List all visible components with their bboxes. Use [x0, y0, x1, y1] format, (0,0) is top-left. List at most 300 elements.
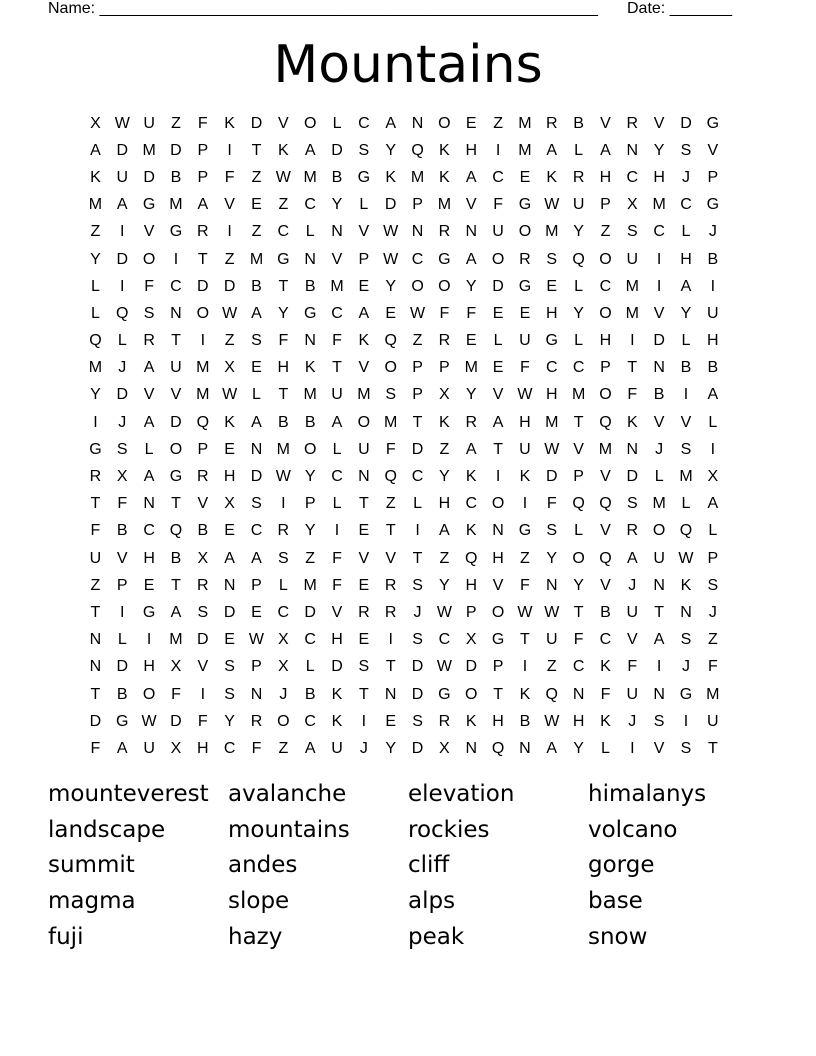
grid-letter: E — [519, 304, 531, 322]
grid-letter: Y — [573, 739, 584, 757]
grid-letter: A — [600, 141, 611, 159]
grid-letter: I — [173, 250, 179, 268]
grid-letter: B — [170, 168, 182, 186]
grid-letter: A — [439, 522, 450, 540]
grid-letter: C — [438, 631, 451, 649]
grid-letter: V — [170, 386, 182, 404]
grid-letter: U — [331, 386, 343, 404]
grid-letter: Z — [520, 549, 530, 567]
grid-letter: O — [142, 685, 156, 703]
grid-letter: Y — [439, 576, 450, 594]
grid-letter: C — [626, 168, 639, 186]
grid-letter: K — [90, 168, 101, 186]
grid-letter: G — [142, 603, 156, 621]
grid-letter: Y — [465, 386, 477, 404]
grid-letter: U — [519, 332, 531, 350]
grid-letter: G — [518, 196, 532, 214]
grid-letter: K — [519, 685, 531, 703]
grid-letter: T — [332, 359, 342, 377]
grid-letter: J — [413, 603, 422, 621]
grid-letter: T — [412, 413, 423, 431]
grid-letter: H — [599, 168, 612, 186]
grid-letter: O — [384, 359, 397, 377]
grid-letter: I — [200, 685, 206, 703]
grid-letter: M — [249, 250, 264, 268]
grid-letter: T — [171, 576, 181, 594]
grid-letter: S — [680, 141, 692, 159]
grid-letter: G — [679, 685, 693, 703]
grid-letter: L — [144, 440, 154, 458]
grid-letter: H — [492, 549, 504, 567]
grid-letter: T — [358, 685, 369, 703]
grid-letter: R — [384, 576, 397, 594]
grid-letter: K — [600, 658, 611, 676]
grid-letter: A — [116, 196, 128, 214]
grid-letter: Y — [573, 304, 584, 322]
grid-letter: H — [223, 468, 236, 486]
grid-letter: F — [493, 196, 503, 214]
grid-letter: N — [465, 223, 478, 241]
grid-letter: F — [278, 332, 289, 350]
grid-letter: W — [141, 712, 157, 730]
grid-letter: B — [304, 413, 316, 431]
grid-letter: L — [574, 141, 584, 159]
grid-letter: T — [654, 603, 665, 621]
word-list-item: alps — [408, 888, 456, 915]
grid-letter: F — [171, 685, 181, 703]
grid-letter: O — [277, 712, 290, 730]
grid-letter: U — [331, 739, 343, 757]
grid-letter: U — [626, 603, 639, 621]
grid-letter: Q — [384, 468, 397, 486]
grid-letter: L — [305, 223, 315, 241]
grid-letter: R — [89, 468, 102, 486]
grid-letter: K — [277, 141, 289, 159]
grid-letter: U — [116, 168, 129, 186]
grid-letter: J — [681, 658, 690, 676]
page-title: Mountains — [273, 35, 543, 95]
grid-letter: C — [143, 522, 155, 540]
word-list-item: cliff — [408, 852, 450, 879]
grid-letter: N — [89, 631, 102, 649]
grid-letter: D — [465, 658, 478, 676]
grid-letter: F — [520, 359, 530, 377]
grid-letter: M — [276, 440, 290, 458]
grid-letter: Z — [707, 631, 718, 649]
grid-letter: L — [654, 468, 664, 486]
grid-letter: I — [388, 631, 393, 649]
grid-letter: S — [385, 386, 397, 404]
grid-letter: A — [465, 440, 477, 458]
grid-letter: F — [600, 685, 611, 703]
grid-letter: W — [678, 549, 694, 567]
grid-letter: V — [197, 495, 209, 513]
grid-letter: P — [492, 658, 504, 676]
grid-row — [82, 654, 742, 681]
grid-letter: S — [116, 440, 128, 458]
grid-letter: H — [143, 658, 155, 676]
grid-letter: K — [680, 576, 692, 594]
grid-letter: S — [412, 576, 423, 594]
grid-letter: C — [170, 277, 182, 295]
grid-letter: P — [439, 359, 450, 377]
grid-letter: Q — [572, 495, 585, 513]
grid-letter: H — [197, 739, 209, 757]
grid-letter: H — [545, 386, 558, 404]
grid-row — [82, 328, 742, 355]
grid-letter: N — [653, 685, 665, 703]
grid-letter: V — [358, 549, 370, 567]
grid-letter: I — [227, 223, 232, 241]
grid-letter: E — [546, 277, 558, 295]
grid-letter: O — [572, 549, 585, 567]
word-list-item: peak — [408, 923, 465, 950]
grid-letter: B — [116, 522, 128, 540]
grid-letter: D — [197, 631, 209, 649]
grid-letter: Z — [90, 223, 101, 241]
grid-letter: S — [224, 658, 235, 676]
grid-letter: X — [626, 196, 638, 214]
grid-letter: U — [572, 196, 585, 214]
grid-letter: U — [492, 223, 504, 241]
grid-letter: Z — [546, 658, 557, 676]
grid-letter: I — [495, 141, 501, 159]
grid-letter: O — [465, 685, 478, 703]
grid-letter: Y — [304, 468, 316, 486]
grid-letter: N — [653, 576, 665, 594]
grid-letter: I — [120, 277, 125, 295]
grid-letter: T — [573, 603, 584, 621]
grid-letter: C — [304, 712, 316, 730]
grid-letter: M — [625, 304, 639, 322]
grid-letter: E — [358, 631, 370, 649]
grid-letter: F — [197, 712, 208, 730]
grid-letter: U — [707, 304, 719, 322]
grid-letter: Y — [546, 549, 558, 567]
grid-letter: Q — [196, 413, 210, 431]
grid-letter: C — [223, 739, 236, 757]
grid-letter: C — [411, 250, 424, 268]
grid-letter: T — [197, 250, 208, 268]
grid-letter: O — [518, 223, 532, 241]
grid-letter: O — [438, 277, 451, 295]
grid-letter: I — [495, 468, 501, 486]
grid-letter: B — [680, 359, 692, 377]
grid-letter: I — [656, 658, 662, 676]
grid-letter: K — [439, 141, 450, 159]
grid-letter: U — [358, 440, 370, 458]
word-list-item: himalanys — [588, 781, 707, 807]
grid-row — [82, 382, 742, 409]
grid-row — [82, 627, 742, 654]
grid-letter: S — [707, 576, 719, 594]
grid-letter: V — [143, 386, 155, 404]
grid-letter: O — [169, 440, 183, 458]
grid-letter: K — [546, 168, 558, 186]
grid-letter: O — [142, 250, 156, 268]
grid-letter: V — [600, 114, 611, 132]
grid-letter: D — [331, 141, 343, 159]
grid-letter: U — [89, 549, 102, 567]
grid-letter: B — [653, 386, 665, 404]
grid-letter: U — [519, 440, 531, 458]
grid-letter: C — [277, 223, 290, 241]
grid-letter: H — [277, 359, 290, 377]
grid-letter: F — [224, 168, 235, 186]
grid-letter: V — [653, 304, 665, 322]
grid-letter: C — [572, 658, 585, 676]
grid-letter: M — [88, 359, 103, 377]
grid-letter: R — [197, 576, 209, 594]
grid-letter: Q — [169, 522, 183, 540]
grid-letter: D — [331, 658, 343, 676]
grid-row — [82, 572, 742, 599]
grid-letter: V — [600, 468, 611, 486]
grid-letter: P — [304, 495, 316, 513]
grid-letter: N — [572, 685, 585, 703]
grid-letter: D — [116, 658, 129, 676]
grid-letter: D — [626, 468, 639, 486]
grid-letter: U — [707, 712, 719, 730]
grid-letter: W — [544, 196, 560, 214]
grid-letter: P — [251, 576, 262, 594]
grid-letter: C — [680, 196, 692, 214]
grid-letter: X — [116, 468, 128, 486]
grid-letter: W — [275, 168, 291, 186]
grid-letter: K — [304, 359, 316, 377]
grid-letter: O — [599, 250, 612, 268]
grid-letter: T — [707, 739, 718, 757]
grid-letter: M — [652, 196, 666, 214]
grid-row — [82, 110, 742, 137]
grid-row — [82, 219, 742, 246]
grid-letter: R — [277, 522, 290, 540]
grid-letter: M — [196, 359, 210, 377]
grid-letter: X — [439, 739, 450, 757]
grid-letter: C — [653, 223, 665, 241]
grid-letter: S — [358, 141, 370, 159]
grid-letter: F — [332, 576, 342, 594]
grid-letter: L — [574, 332, 584, 350]
grid-letter: T — [251, 141, 262, 159]
grid-letter: M — [625, 277, 639, 295]
grid-letter: F — [573, 631, 584, 649]
grid-letter: G — [116, 712, 129, 730]
word-list-item: summit — [48, 852, 135, 879]
grid-letter: F — [90, 522, 101, 540]
grid-letter: C — [411, 468, 424, 486]
grid-letter: I — [227, 141, 232, 159]
grid-letter: J — [708, 223, 717, 241]
grid-letter: W — [517, 603, 533, 621]
word-list-item: andes — [228, 852, 298, 879]
grid-letter: Z — [305, 549, 316, 567]
grid-letter: Y — [385, 141, 397, 159]
grid-letter: C — [492, 168, 504, 186]
grid-letter: C — [572, 359, 585, 377]
grid-letter: Y — [277, 304, 289, 322]
grid-letter: Z — [385, 495, 396, 513]
grid-letter: V — [358, 359, 370, 377]
grid-letter: O — [491, 250, 505, 268]
grid-letter: R — [143, 332, 155, 350]
grid-row — [82, 708, 742, 735]
grid-letter: E — [251, 359, 262, 377]
grid-letter: K — [439, 168, 450, 186]
grid-letter: P — [197, 440, 209, 458]
grid-letter: V — [143, 223, 155, 241]
grid-letter: D — [170, 141, 182, 159]
grid-letter: S — [653, 712, 665, 730]
grid-letter: N — [626, 141, 639, 159]
grid-letter: Q — [384, 332, 397, 350]
grid-letter: L — [493, 332, 503, 350]
grid-letter: U — [653, 549, 665, 567]
grid-letter: F — [385, 440, 396, 458]
grid-letter: O — [411, 277, 424, 295]
grid-letter: P — [573, 468, 584, 486]
grid-letter: H — [438, 495, 451, 513]
grid-letter: I — [120, 223, 125, 241]
grid-row — [82, 436, 742, 463]
grid-letter: M — [545, 413, 559, 431]
grid-letter: C — [599, 277, 612, 295]
grid-letter: Z — [251, 168, 262, 186]
grid-letter: N — [465, 739, 478, 757]
grid-letter: N — [250, 440, 263, 458]
grid-letter: G — [518, 277, 532, 295]
grid-letter: H — [653, 168, 665, 186]
grid-letter: X — [707, 468, 719, 486]
grid-letter: S — [277, 549, 289, 567]
grid-letter: R — [438, 332, 451, 350]
grid-row — [82, 164, 742, 191]
grid-letter: O — [357, 413, 371, 431]
grid-letter: N — [331, 223, 343, 241]
grid-letter: Z — [90, 576, 101, 594]
grid-letter: A — [251, 413, 262, 431]
grid-letter: E — [385, 712, 397, 730]
grid-letter: A — [492, 413, 504, 431]
grid-letter: Q — [572, 250, 585, 268]
grid-letter: T — [493, 685, 503, 703]
grid-letter: M — [169, 196, 183, 214]
grid-letter: W — [248, 631, 265, 649]
grid-letter: Y — [465, 277, 477, 295]
grid-letter: S — [224, 685, 235, 703]
grid-letter: N — [545, 576, 558, 594]
grid-letter: Q — [679, 522, 693, 540]
grid-letter: L — [681, 223, 691, 241]
grid-letter: B — [573, 114, 584, 132]
grid-letter: H — [680, 250, 692, 268]
grid-row — [82, 192, 742, 219]
grid-letter: Z — [251, 223, 262, 241]
grid-letter: L — [305, 658, 315, 676]
header-name: Name: ________________________________________________________ — [48, 0, 598, 17]
word-list-item: mounteverest — [48, 781, 209, 807]
grid-letter: V — [653, 413, 665, 431]
grid-letter: C — [331, 468, 343, 486]
grid-letter: G — [169, 223, 183, 241]
grid-letter: M — [357, 386, 371, 404]
word-list-item: rockies — [408, 816, 490, 843]
grid-letter: S — [546, 522, 558, 540]
grid-letter: A — [143, 468, 155, 486]
word-list-item: gorge — [588, 852, 655, 879]
grid-letter: B — [707, 359, 719, 377]
grid-letter: V — [465, 196, 477, 214]
grid-letter: R — [358, 603, 370, 621]
grid-letter: I — [710, 440, 716, 458]
grid-letter: W — [222, 304, 238, 322]
grid-letter: L — [278, 576, 288, 594]
grid-letter: M — [598, 440, 613, 458]
grid-letter: W — [436, 658, 452, 676]
grid-letter: I — [683, 386, 689, 404]
grid-letter: N — [519, 739, 531, 757]
grid-letter: J — [628, 712, 637, 730]
grid-letter: A — [707, 386, 719, 404]
grid-letter: F — [627, 658, 638, 676]
grid-row — [82, 545, 742, 572]
grid-letter: Q — [599, 549, 612, 567]
grid-letter: L — [117, 332, 127, 350]
grid-letter: V — [277, 114, 289, 132]
grid-letter: T — [385, 522, 396, 540]
grid-letter: B — [519, 712, 531, 730]
grid-letter: B — [116, 685, 128, 703]
grid-letter: P — [116, 576, 128, 594]
grid-letter: L — [252, 386, 261, 404]
grid-letter: K — [331, 712, 343, 730]
grid-row — [82, 273, 742, 300]
grid-letter: G — [303, 304, 317, 322]
grid-letter: B — [197, 522, 209, 540]
word-list-item: base — [588, 888, 643, 915]
grid-letter: N — [680, 603, 692, 621]
grid-letter: R — [545, 114, 558, 132]
grid-letter: I — [120, 603, 125, 621]
grid-letter: A — [385, 114, 397, 132]
grid-letter: Y — [573, 576, 584, 594]
grid-letter: A — [546, 141, 558, 159]
grid-letter: F — [627, 386, 638, 404]
grid-letter: B — [304, 277, 316, 295]
grid-letter: L — [681, 332, 691, 350]
grid-letter: Q — [599, 413, 612, 431]
grid-letter: G — [357, 168, 371, 186]
grid-letter: R — [197, 223, 209, 241]
grid-letter: Z — [493, 114, 503, 132]
grid-letter: Y — [224, 712, 235, 730]
grid-letter: Y — [331, 196, 343, 214]
grid-letter: E — [492, 304, 504, 322]
grid-letter: V — [331, 603, 343, 621]
grid-letter: L — [681, 495, 691, 513]
grid-letter: B — [707, 250, 719, 268]
grid-letter: C — [277, 603, 290, 621]
grid-letter: M — [196, 386, 210, 404]
grid-letter: W — [544, 603, 560, 621]
grid-letter: X — [170, 739, 182, 757]
grid-letter: D — [116, 386, 129, 404]
grid-letter: D — [223, 603, 236, 621]
grid-letter: N — [89, 658, 102, 676]
grid-letter: A — [707, 495, 719, 513]
grid-letter: I — [281, 495, 286, 513]
grid-letter: K — [519, 468, 531, 486]
